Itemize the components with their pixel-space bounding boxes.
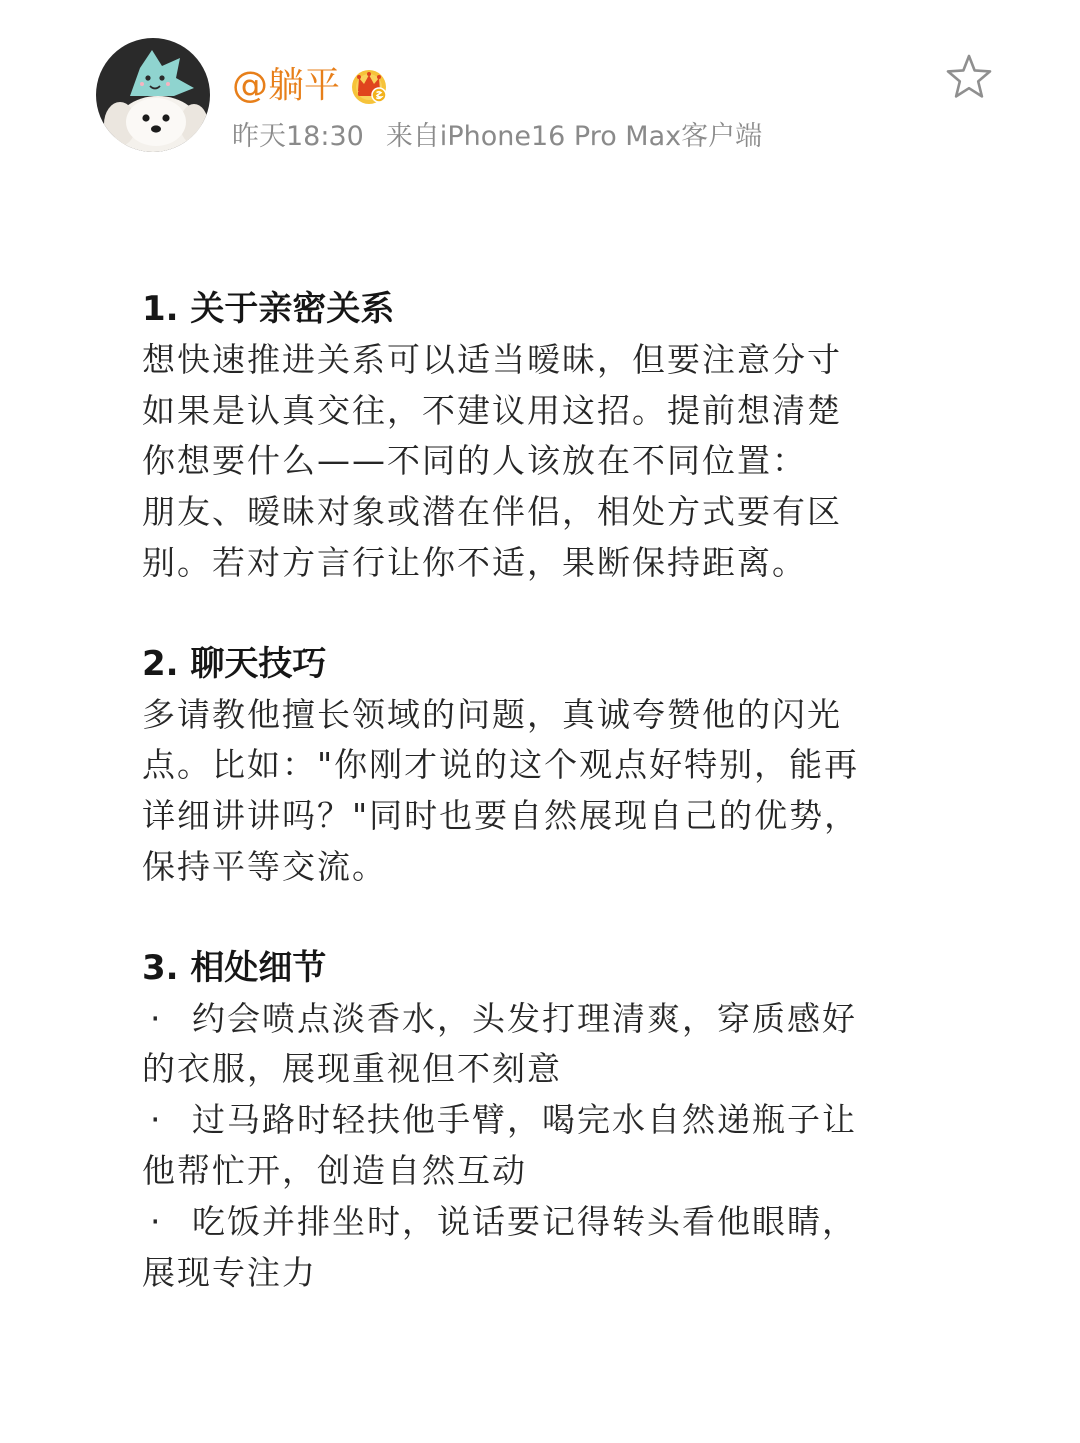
paragraph-line: 保持平等交流。 bbox=[142, 846, 387, 886]
bullet-dot: · bbox=[150, 1201, 163, 1241]
favorite-button[interactable] bbox=[944, 52, 994, 102]
paragraph-line: 他帮忙开，创造自然互动 bbox=[142, 1150, 527, 1190]
post-source: 来自iPhone16 Pro Max客户端 bbox=[385, 121, 763, 152]
crown-vip-icon[interactable] bbox=[348, 65, 390, 107]
section-title: 3. 相处细节 bbox=[142, 947, 327, 988]
section-intimacy bbox=[142, 284, 962, 589]
bullet-item bbox=[142, 994, 962, 1045]
paragraph-line: 想快速推进关系可以适当暧昧，但要注意分寸 bbox=[142, 339, 842, 379]
paragraph-line: 如果是认真交往，不建议用这招。提前想清楚 bbox=[142, 390, 842, 430]
post-time: 昨天18:30 bbox=[232, 121, 364, 152]
bullet-dot: · bbox=[150, 1100, 163, 1140]
post-meta bbox=[232, 118, 762, 156]
bullet-dot: · bbox=[150, 998, 163, 1038]
paragraph-line: 的衣服，展现重视但不刻意 bbox=[142, 1049, 562, 1089]
bullet-text: 约会喷点淡香水，头发打理清爽，穿质感好 bbox=[192, 998, 857, 1038]
post-content bbox=[142, 284, 962, 1298]
username[interactable] bbox=[232, 60, 390, 112]
section-title: 2. 聊天技巧 bbox=[142, 643, 327, 684]
section-title: 1. 关于亲密关系 bbox=[142, 289, 395, 329]
bullet-text: 过马路时轻扶他手臂，喝完水自然递瓶子让 bbox=[192, 1100, 857, 1140]
paragraph-line: 别。若对方言行让你不适，果断保持距离。 bbox=[142, 542, 807, 582]
paragraph-line: 点。比如："你刚才说的这个观点好特别，能再 bbox=[142, 745, 860, 785]
bullet-text: 吃饭并排坐时，说话要记得转头看他眼睛， bbox=[192, 1201, 857, 1241]
star-outline-icon bbox=[944, 52, 994, 102]
paragraph-line: 多请教他擅长领域的问题，真诚夸赞他的闪光 bbox=[142, 694, 842, 734]
dog-avatar-icon bbox=[96, 38, 210, 152]
section-chat-skills bbox=[142, 639, 962, 893]
post-header bbox=[0, 0, 1080, 200]
username-text[interactable]: @躺平 bbox=[232, 65, 341, 106]
paragraph-line: 朋友、暧昧对象或潜在伴侣，相处方式要有区 bbox=[142, 492, 842, 532]
section-details bbox=[142, 943, 962, 1299]
bullet-item bbox=[142, 1095, 962, 1146]
paragraph-line: 你想要什么——不同的人该放在不同位置： bbox=[142, 441, 807, 481]
avatar[interactable] bbox=[96, 38, 210, 152]
paragraph-line: 展现专注力 bbox=[142, 1252, 317, 1292]
bullet-item bbox=[142, 1197, 962, 1248]
paragraph-line: 详细讲讲吗？"同时也要自然展现自己的优势， bbox=[142, 796, 860, 836]
